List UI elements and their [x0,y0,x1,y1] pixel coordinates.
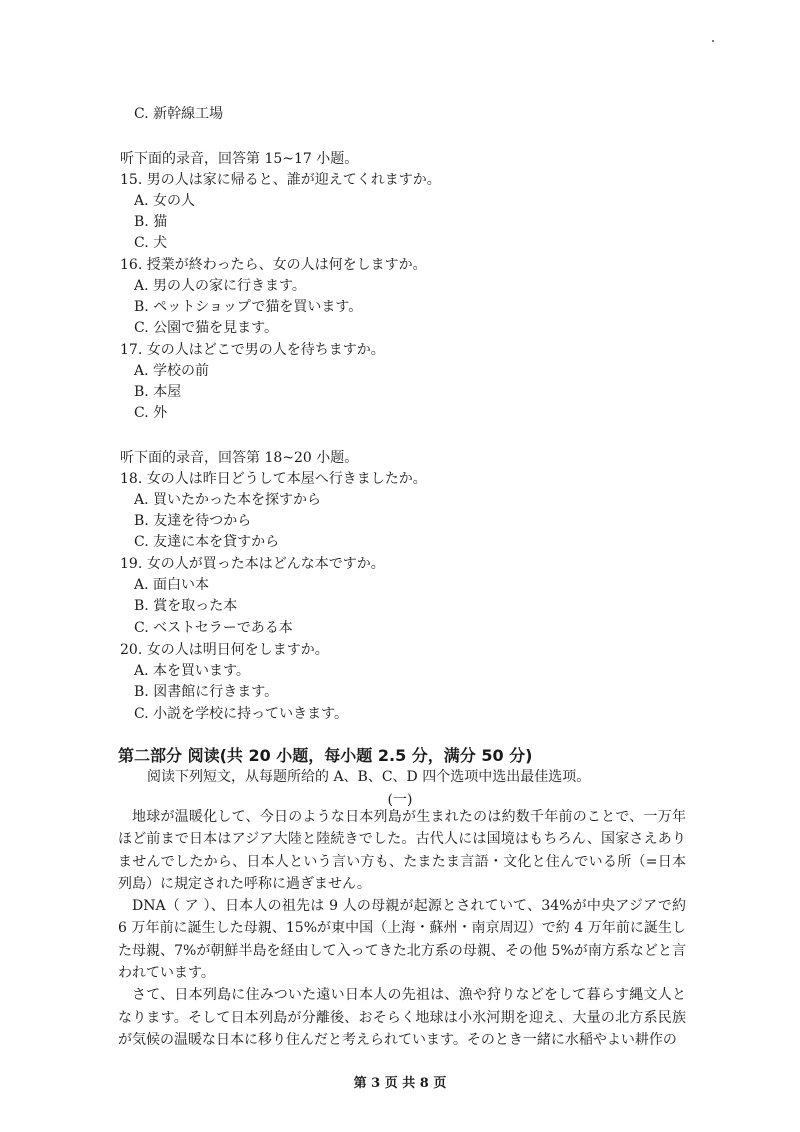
question-16-option-c: C. 公園で猫を見ます。 [134,320,278,336]
question-20-option-a: A. 本を買います。 [134,663,250,679]
page-footer: 第 3 页 共 8 页 [353,1076,447,1091]
section-18-20-instruction: 听下面的录音，回答第 18~20 小题。 [120,450,359,466]
scan-speck [712,40,714,42]
passage-paragraph-1: 地球が温暖化して、今日のような日本列島が生まれたのは約数千年前のことで、一万年ほど前まで日本はアジア大陸と陸続きでした。古代人には国境はもちろん、国家さえありませんでしたから、日本人という言い方も、たまたま言語・文化と住んでいる所（=日本列島）に規定された呼称に過ぎません。 [118,809,686,892]
question-15-option-a: A. 女の人 [134,193,196,209]
question-16-option-a: A. 男の人の家に行きます。 [134,278,306,294]
question-20-option-c: C. 小説を学校に持っていきます。 [134,706,348,722]
question-17-option-c: C. 外 [134,405,168,421]
option-top-c: C. 新幹線工場 [134,106,224,122]
question-17-option-b: B. 本屋 [134,384,182,400]
question-20-stem: 20. 女の人は明日何をしますか。 [120,642,329,658]
question-16-option-b: B. ペットショップで猫を買います。 [134,299,363,315]
question-19-stem: 19. 女の人が買った本はどんな本ですか。 [120,556,385,572]
passage-paragraph-3: さて、日本列島に住みついた遠い日本人の先祖は、漁や狩りなどをして暮らす縄文人となります。そして日本列島が分離後、おそらく地球は小氷河期を迎え、大量の北方系民族が気候の温暖な日本に移り住んだと考えられています。そのとき一緒に水稲やよい耕作の [118,987,686,1048]
question-18-stem: 18. 女の人は昨日どうして本屋へ行きましたか。 [120,471,427,487]
question-15-option-b: B. 猫 [134,214,168,230]
part2-heading: 第二部分 阅读(共 20 小题，每小题 2.5 分，满分 50 分) [118,746,533,765]
passage-body [118,806,686,1051]
section-15-17-instruction: 听下面的录音，回答第 15~17 小题。 [120,151,359,167]
question-17-option-a: A. 学校の前 [134,363,210,379]
question-19-option-b: B. 賞を取った本 [134,598,238,614]
question-15-option-c: C. 犬 [134,235,168,251]
question-19-option-c: C. ベストセラーである本 [134,620,293,636]
question-15-stem: 15. 男の人は家に帰ると、誰が迎えてくれますか。 [120,172,441,188]
question-18-option-b: B. 友達を待つから [134,513,252,529]
question-20-option-b: B. 図書館に行きます。 [134,684,279,700]
question-17-stem: 17. 女の人はどこで男の人を待ちますか。 [120,342,385,358]
question-18-option-c: C. 友達に本を貸すから [134,534,280,550]
part2-instruction: 阅读下列短文，从每题所给的 A、B、C、D 四个选项中选出最佳选项。 [147,769,591,785]
question-18-option-a: A. 買いたかった本を探すから [134,492,322,508]
question-19-option-a: A. 面白い本 [134,577,210,593]
passage-number: (一) [387,792,413,808]
question-16-stem: 16. 授業が終わったら、女の人は何をしますか。 [120,257,427,273]
passage-paragraph-2: DNA（ ア ）、日本人の祖先は 9 人の母親が起源とされていて、34%が中央アジアで約 6 万年前に誕生した母親、15%が東中国（上海・蘇州・南京周辺）で約 4 万年前に誕生した母親、7%が朝鮮半島を経由して入ってきた北方系の母親、その他 5%が南方系などと言われています。 [118,898,686,982]
